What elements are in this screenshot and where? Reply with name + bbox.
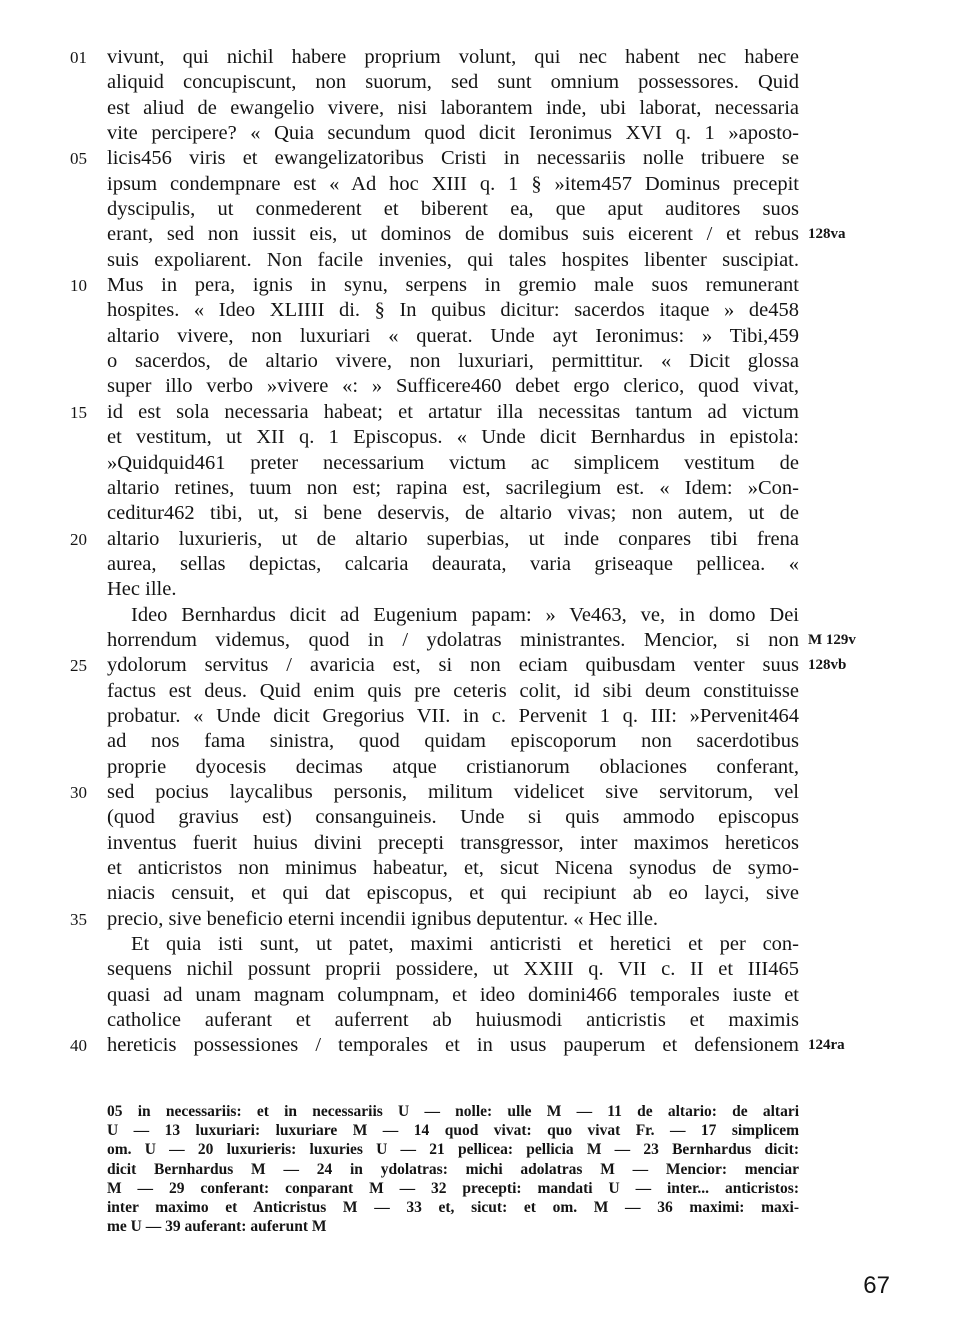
text-line [0,146,960,171]
text-line [0,831,960,856]
text-line [0,983,960,1008]
footnote-line: 05 in necessariis: et in necessariis U — nolle: ulle M — 11 de altario: de altari [107,1103,799,1120]
footnote-line: U — 13 luxuriari: luxuriare M — 14 quod vivat: quo vivat Fr. — 17 simplicem [107,1122,799,1140]
line-number: 20 [70,529,87,549]
line-text: aurea, sellas depictas, calcaria deaurata, varia griseaque pellicea. « [107,552,799,575]
text-line [0,957,960,982]
line-text: sed pocius laycalibus personis, militum videlicet sive servitorum, vel [107,780,799,803]
line-text: super illo verbo »vivere «: » Sufficere460 debet ergo clerico, quod vivat, [107,375,799,398]
line-text: (quod gravius est) consanguineis. Unde si quis ammodo episcopus [107,806,799,829]
line-number: 40 [70,1036,87,1056]
text-line [0,603,960,628]
text-line [0,704,960,729]
folio-marker: 128va [808,226,846,243]
line-text: ceditur462 tibi, ut, si bene deservis, de altario vivas; non autem, ut de [107,502,799,525]
text-line [0,374,960,399]
line-text: ad nos fama sinistra, quod quidam episcoporum non sacerdotibus [107,730,799,753]
text-line [0,121,960,146]
text-line [0,907,960,932]
text-line [0,400,960,425]
line-text: Mus in pera, ignis in synu, serpens in gremio male suos remunerant [107,274,799,297]
line-text: Hec ille. [107,578,177,601]
line-number: 15 [70,402,87,422]
text-line [0,45,960,70]
text-line [0,805,960,830]
text-line [0,780,960,805]
line-number: 30 [70,782,87,802]
folio-marker: 128vb [808,657,847,674]
folio-marker: 124ra [808,1037,845,1054]
text-line [0,653,960,678]
line-text: ipsum condempnare est « Ad hoc XIII q. 1 § »item457 Dominus precepit [107,172,799,195]
line-number: 01 [70,48,87,67]
text-line [0,197,960,222]
text-line [0,70,960,95]
footnote-line: M — 29 conferant: conparant M — 32 precepti: mandati U — inter... anticristos: [107,1179,799,1197]
line-text: precio, sive beneficio eterni incendii ignibus deputentur. « Hec ille. [107,907,659,930]
text-line [0,349,960,374]
line-number: 35 [70,909,87,929]
text-line [0,476,960,501]
line-text: hereticis possessiones / temporales et in usus pauperum et defensionem [107,1034,799,1057]
line-text: id est sola necessaria habeat; et artatur illa necessitas tantum ad victum [107,400,799,423]
line-text: licis456 viris et ewangelizatoribus Cristi in necessariis nolle tribuere se [107,147,799,170]
line-number: 10 [70,276,87,296]
line-text: altario luxurieris, ut de altario superbias, ut inde conpares tibi frena [107,527,799,550]
text-line [0,451,960,476]
line-text: est aliud de ewangelio vivere, nisi laborantem inde, ubi laborat, necessaria [107,96,799,119]
text-line [0,679,960,704]
text-line [0,222,960,247]
text-line [0,425,960,450]
text-line [0,755,960,780]
line-text: vivunt, qui nichil habere proprium volunt, qui nec habent nec habere [107,46,799,68]
footnote-line: inter maximo et Anticristus M — 33 et, sicut: et om. M — 36 maximi: maxi- [107,1198,799,1216]
critical-apparatus [107,1102,799,1236]
line-text: catholice auferant et auferrent ab huiusmodi anticristis et maximis [107,1009,799,1032]
line-text: dyscipulis, ut conmederent et biberent ea, que aput auditores suos [107,198,799,221]
line-text: altario vivere, non luxuriari « querat. Unde ayt Ieronimus: » Tibi,459 [107,324,799,347]
line-text: factus est deus. Quid enim quis pre ceteris colit, id sibi deum constituisse [107,679,799,702]
line-text: niacis censuit, et qui dat episcopus, et qui recipiunt ab eo layci, sive [107,882,799,905]
text-line [0,552,960,577]
text-line [0,96,960,121]
text-line [0,729,960,754]
text-line [0,527,960,552]
line-text: Ideo Bernhardus dicit ad Eugenium papam: » Ve463, ve, in domo Dei [131,603,799,626]
line-text: altario retines, tuum non est; rapina est, sacrilegium est. « Idem: »Con- [107,476,799,499]
line-text: Et quia isti sunt, ut patet, maximi anticristi et heretici et per con- [131,933,799,956]
line-text: »Quidquid461 preter necessarium victum ac simplicem vestitum de [107,451,799,474]
line-number: 25 [70,656,87,676]
line-text: quasi ad unam magnam columpnam, et ideo domini466 temporales iuste et [107,983,799,1006]
footnote-line: me U — 39 auferant: auferunt M [107,1218,327,1236]
line-text: proprie dyocesis decimas atque cristianorum oblaciones conferant, [107,755,799,778]
line-text: horrendum videmus, quod in / ydolatras ministrantes. Mencior, si non [107,628,799,651]
text-line [0,298,960,323]
text-line [0,932,960,957]
line-text: et anticristos non minimus habeatur, et, sicut Nicena synodus de symo- [107,857,799,879]
text-line [0,273,960,298]
text-line [0,1033,960,1058]
folio-marker: M 129v [808,631,856,648]
line-text: et vestitum, ut XII q. 1 Episcopus. « Unde dicit Bernhardus in epistola: [107,426,799,449]
line-text: aliquid concupiscunt, non suorum, sed sunt omnium possessores. Quid [107,71,799,94]
footnote-line: dicit Bernhardus M — 24 in ydolatras: michi adolatras M — Mencior: menciar [107,1160,799,1178]
line-text: suis expoliarent. Non facile invenies, qui tales hospites libenter suscipiat. [107,248,799,271]
text-line [0,172,960,197]
main-text [0,45,960,1059]
line-text: inventus fuerit huius divini precepti transgressor, inter maximos hereticos [107,831,799,854]
line-text: o sacerdos, de altario vivere, non luxuriari, permittitur. « Dicit glossa [107,350,799,373]
text-line [0,248,960,273]
text-line [0,628,960,653]
text-line [0,501,960,526]
text-line [0,856,960,881]
line-text: sequens nichil possunt proprii possidere, ut XXIII q. VII c. II et III465 [107,958,799,981]
text-line [0,577,960,602]
page-number: 67 [863,1272,890,1299]
line-text: ydolorum servitus / avaricia est, si non eciam quibusdam venter suus [107,654,799,677]
line-text: erant, sed non iussit eis, ut dominos de domibus suis eicerent / et rebus [107,223,799,246]
line-number: 05 [70,149,87,169]
line-text: vite percipere? « Quia secundum quod dicit Ieronimus XVI q. 1 »aposto- [107,122,799,145]
text-line [0,1008,960,1033]
text-line [0,881,960,906]
line-text: probatur. « Unde dicit Gregorius VII. in c. Pervenit 1 q. III: »Pervenit464 [107,704,799,727]
footnote-line: om. U — 20 luxurieris: luxuries U — 21 pellicea: pellicia M — 23 Bernhardus dicit: [107,1141,799,1159]
text-line [0,324,960,349]
line-text: hospites. « Ideo XLIIII di. § In quibus dicitur: sacerdos itaque » de458 [107,299,799,322]
